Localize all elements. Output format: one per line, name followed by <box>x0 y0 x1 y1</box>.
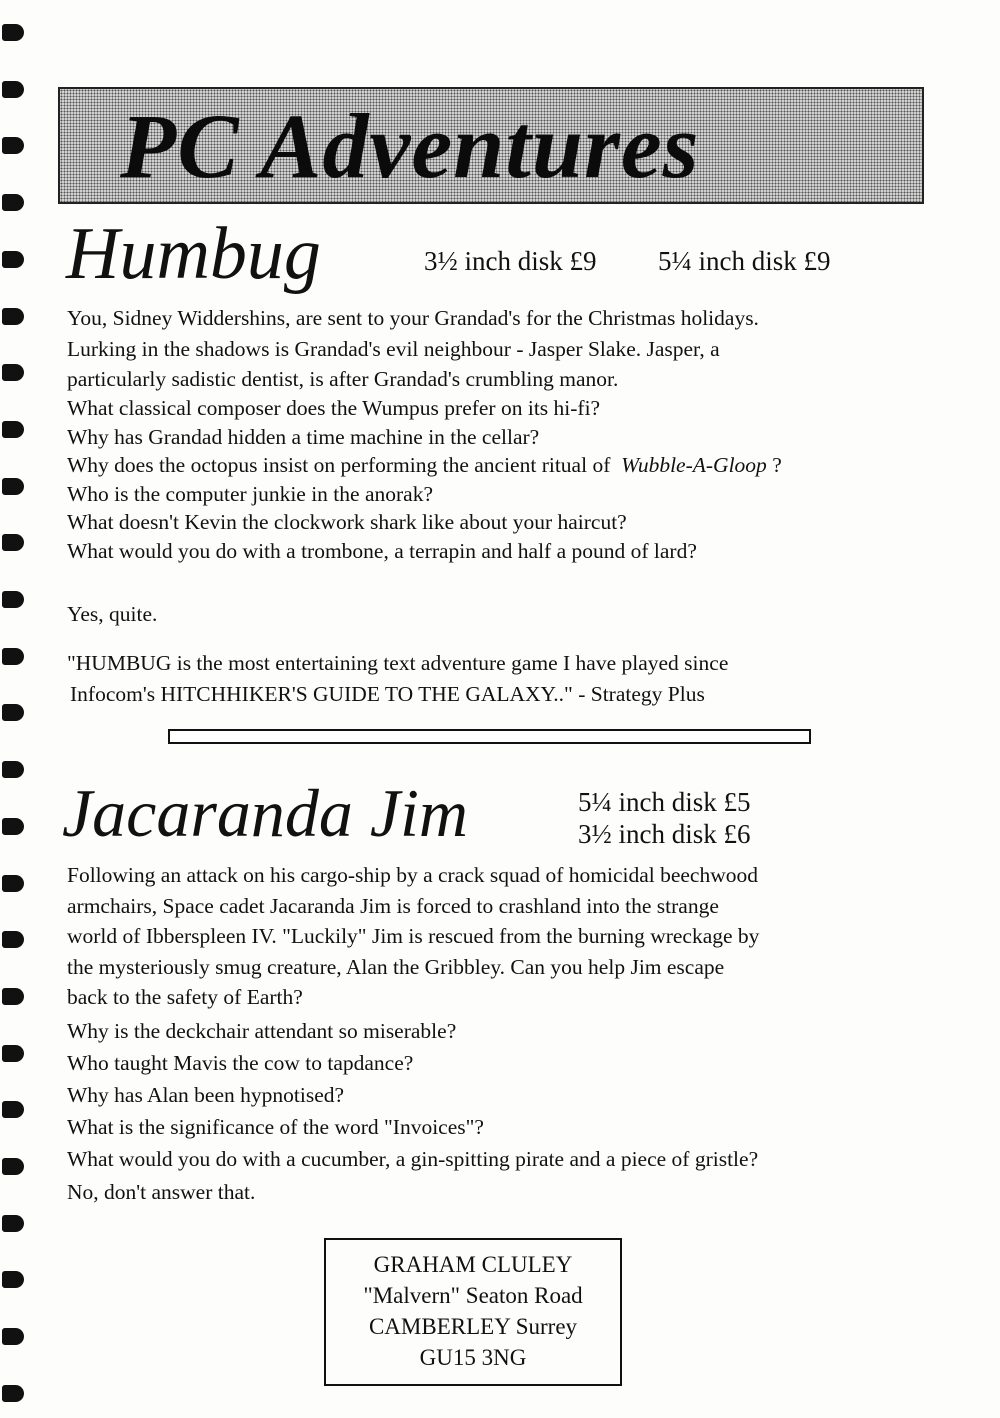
question-item: What would you do with a trombone, a terrapin and half a pound of lard? <box>67 538 697 563</box>
binding-ring <box>2 648 24 665</box>
binding-ring <box>2 194 24 211</box>
jacaranda-price-525: 5¼ inch disk £5 <box>578 787 751 817</box>
address-postcode: GU15 3NG <box>419 1345 527 1370</box>
binding-ring <box>2 704 24 721</box>
binding-ring <box>2 931 24 948</box>
binding-ring <box>2 761 24 778</box>
address-line: "Malvern" Seaton Road <box>363 1283 583 1308</box>
jacaranda-intro-line: back to the safety of Earth? <box>67 985 303 1009</box>
question-text: Why does the octopus insist on performing the ancient ritual of <box>67 453 611 477</box>
question-item: What is the significance of the word "Invoices"? <box>67 1115 484 1139</box>
jacaranda-closing: No, don't answer that. <box>67 1180 256 1204</box>
section-divider <box>168 729 811 744</box>
question-item: What classical composer does the Wumpus prefer on its hi-fi? <box>67 396 601 420</box>
humbug-intro-line: Lurking in the shadows is Grandad's evil neighbour - Jasper Slake. Jasper, a <box>67 336 720 361</box>
humbug-intro-line: particularly sadistic dentist, is after Grandad's crumbling manor. <box>67 367 619 391</box>
humbug-review-quote <box>67 648 728 709</box>
binding-ring <box>2 137 24 154</box>
humbug-price-525: 5¼ inch disk £9 <box>658 246 831 276</box>
address-line: CAMBERLEY Surrey <box>368 1314 578 1339</box>
binding-ring <box>2 818 24 835</box>
binding-ring <box>2 1271 24 1288</box>
humbug-price-35: 3½ inch disk £9 <box>424 246 597 276</box>
humbug-intro <box>67 303 759 395</box>
binding-ring <box>2 81 24 98</box>
binding-ring <box>2 875 24 892</box>
binding-ring <box>2 1215 24 1232</box>
jacaranda-title: Jacaranda Jim <box>62 775 469 851</box>
question-item: Who is the computer junkie in the anorak? <box>67 481 433 506</box>
address-name: GRAHAM CLULEY <box>373 1252 573 1277</box>
binding-ring <box>2 1045 24 1062</box>
page-title: PC Adventures <box>120 95 700 197</box>
binding-ring <box>2 988 24 1005</box>
humbug-title: Humbug <box>66 213 321 295</box>
jacaranda-intro-line: armchairs, Space cadet Jacaranda Jim is forced to crashland into the strange <box>67 893 719 918</box>
question-item: Why has Alan been hypnotised? <box>67 1083 345 1107</box>
binding-ring <box>2 1385 24 1402</box>
jacaranda-intro-line: world of Ibberspleen IV. "Luckily" Jim is rescued from the burning wreckage by <box>67 924 760 948</box>
quote-line: "HUMBUG is the most entertaining text adventure game I have played since <box>67 651 729 675</box>
binding-ring <box>2 534 24 551</box>
ritual-name: Wubble-A-Gloop <box>621 453 767 477</box>
address-box <box>324 1238 622 1386</box>
jacaranda-price-35: 3½ inch disk £6 <box>578 819 751 849</box>
binding-ring <box>2 1328 24 1345</box>
question-item: Why is the deckchair attendant so miserable? <box>67 1019 457 1043</box>
question-item: Who taught Mavis the cow to tapdance? <box>67 1051 414 1075</box>
humbug-closing: Yes, quite. <box>67 602 158 626</box>
jacaranda-intro-line: the mysteriously smug creature, Alan the Gribbley. Can you help Jim escape <box>67 954 725 979</box>
binding-ring <box>2 364 24 381</box>
binding-ring <box>2 251 24 268</box>
header-banner <box>58 87 924 204</box>
question-item: What would you do with a cucumber, a gin-spitting pirate and a piece of gristle? <box>67 1147 759 1171</box>
question-end: ? <box>766 453 782 477</box>
question-item <box>67 451 782 480</box>
binding-ring <box>2 308 24 325</box>
humbug-questions <box>67 394 782 565</box>
binding-ring <box>2 1158 24 1175</box>
binding-ring <box>2 24 24 41</box>
binding-ring <box>2 478 24 495</box>
spiral-binding <box>0 0 30 1418</box>
question-item: What doesn't Kevin the clockwork shark like about your haircut? <box>67 510 627 534</box>
jacaranda-intro <box>67 860 759 1013</box>
humbug-intro-line: You, Sidney Widdershins, are sent to your Grandad's for the Christmas holidays. <box>67 306 759 330</box>
quote-line: Infocom's HITCHHIKER'S GUIDE TO THE GALAXY.." - Strategy Plus <box>70 681 705 706</box>
binding-ring <box>2 1101 24 1118</box>
binding-ring <box>2 421 24 438</box>
question-item: Why has Grandad hidden a time machine in the cellar? <box>67 424 540 449</box>
jacaranda-intro-line: Following an attack on his cargo-ship by a crack squad of homicidal beechwood <box>67 863 759 887</box>
binding-ring <box>2 591 24 608</box>
jacaranda-questions <box>67 1015 758 1175</box>
